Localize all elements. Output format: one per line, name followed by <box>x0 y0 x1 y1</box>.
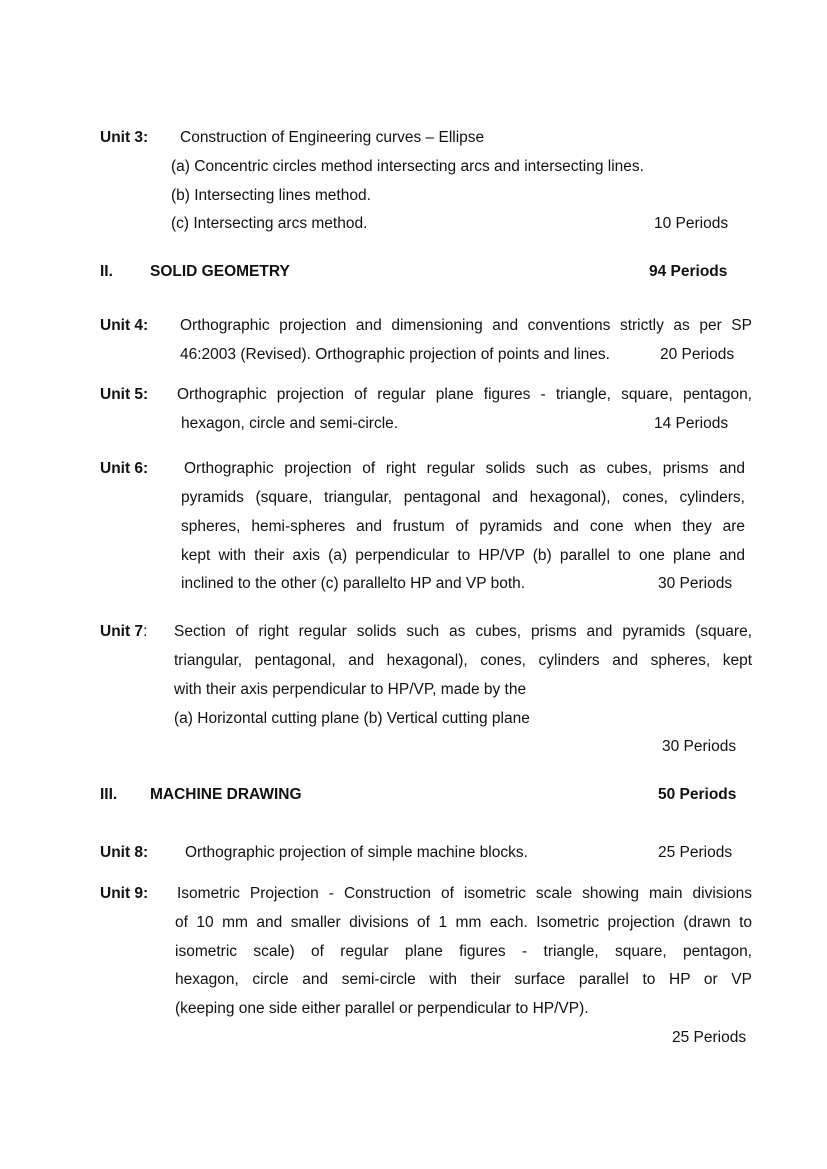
unit7-line-2: triangular, pentagonal, and hexagonal), cones, cylinders and spheres, kept <box>174 652 752 669</box>
unit9-line-2: of 10 mm and smaller divisions of 1 mm each. Isometric projection (drawn to <box>175 914 752 931</box>
unit5-periods: 14 Periods <box>654 415 729 432</box>
unit6-line-1: Orthographic projection of right regular solids such as cubes, prisms and <box>184 460 745 477</box>
unit9-line-4: hexagon, circle and semi-circle with their surface parallel to HP or VP <box>175 971 752 988</box>
unit3-item-b: (b) Intersecting lines method. <box>171 187 371 204</box>
unit6-line-2: pyramids (square, triangular, pentagonal and hexagonal), cones, cylinders, <box>181 489 745 506</box>
unit7-colon: : <box>143 623 148 640</box>
unit3-periods: 10 Periods <box>654 215 729 232</box>
unit4-line-2: 46:2003 (Revised). Orthographic projection of points and lines. <box>180 346 610 363</box>
section3-periods: 50 Periods <box>658 786 737 803</box>
unit6-label: Unit 6: <box>100 460 149 477</box>
unit9-line-1: Isometric Projection - Construction of isometric scale showing main divisions <box>177 885 752 902</box>
unit8-periods: 25 Periods <box>658 844 733 861</box>
unit7-line-1: Section of right regular solids such as cubes, prisms and pyramids (square, <box>174 623 752 640</box>
unit7-label: Unit 7 <box>100 623 144 640</box>
unit6-line-5: inclined to the other (c) parallelto HP and VP both. <box>181 575 526 592</box>
unit4-label: Unit 4: <box>100 317 149 334</box>
unit4-periods: 20 Periods <box>660 346 735 363</box>
unit7-periods: 30 Periods <box>662 738 737 755</box>
unit3-item-c: (c) Intersecting arcs method. <box>171 215 368 232</box>
unit9-line-5: (keeping one side either parallel or perpendicular to HP/VP). <box>175 1000 589 1017</box>
section2-title: SOLID GEOMETRY <box>150 263 290 280</box>
section2-numeral: II. <box>100 263 113 280</box>
section2-periods: 94 Periods <box>649 263 728 280</box>
section3-title: MACHINE DRAWING <box>150 786 302 803</box>
unit8-label: Unit 8: <box>100 844 149 861</box>
unit9-label: Unit 9: <box>100 885 149 902</box>
unit9-periods: 25 Periods <box>672 1029 747 1046</box>
unit7-line-3: with their axis perpendicular to HP/VP, made by the <box>174 681 527 698</box>
unit9-line-3: isometric scale) of regular plane figures - triangle, square, pentagon, <box>175 943 752 960</box>
unit6-periods: 30 Periods <box>658 575 733 592</box>
section3-numeral: III. <box>100 786 118 803</box>
unit3-item-a: (a) Concentric circles method intersecting arcs and intersecting lines. <box>171 158 644 175</box>
unit5-line-2: hexagon, circle and semi-circle. <box>181 415 399 432</box>
unit8-title: Orthographic projection of simple machine blocks. <box>185 844 528 861</box>
unit3-title: Construction of Engineering curves – Ellipse <box>180 129 485 146</box>
unit5-label: Unit 5: <box>100 386 149 403</box>
unit4-line-1: Orthographic projection and dimensioning and conventions strictly as per SP <box>180 317 752 334</box>
unit7-label-wrap <box>100 622 147 642</box>
unit3-label: Unit 3: <box>100 129 149 146</box>
unit6-line-3: spheres, hemi-spheres and frustum of pyramids and cone when they are <box>181 518 745 535</box>
unit6-line-4: kept with their axis (a) perpendicular to HP/VP (b) parallel to one plane and <box>181 547 745 564</box>
unit5-line-1: Orthographic projection of regular plane figures - triangle, square, pentagon, <box>177 386 752 403</box>
unit7-line-4: (a) Horizontal cutting plane (b) Vertical cutting plane <box>174 710 530 727</box>
